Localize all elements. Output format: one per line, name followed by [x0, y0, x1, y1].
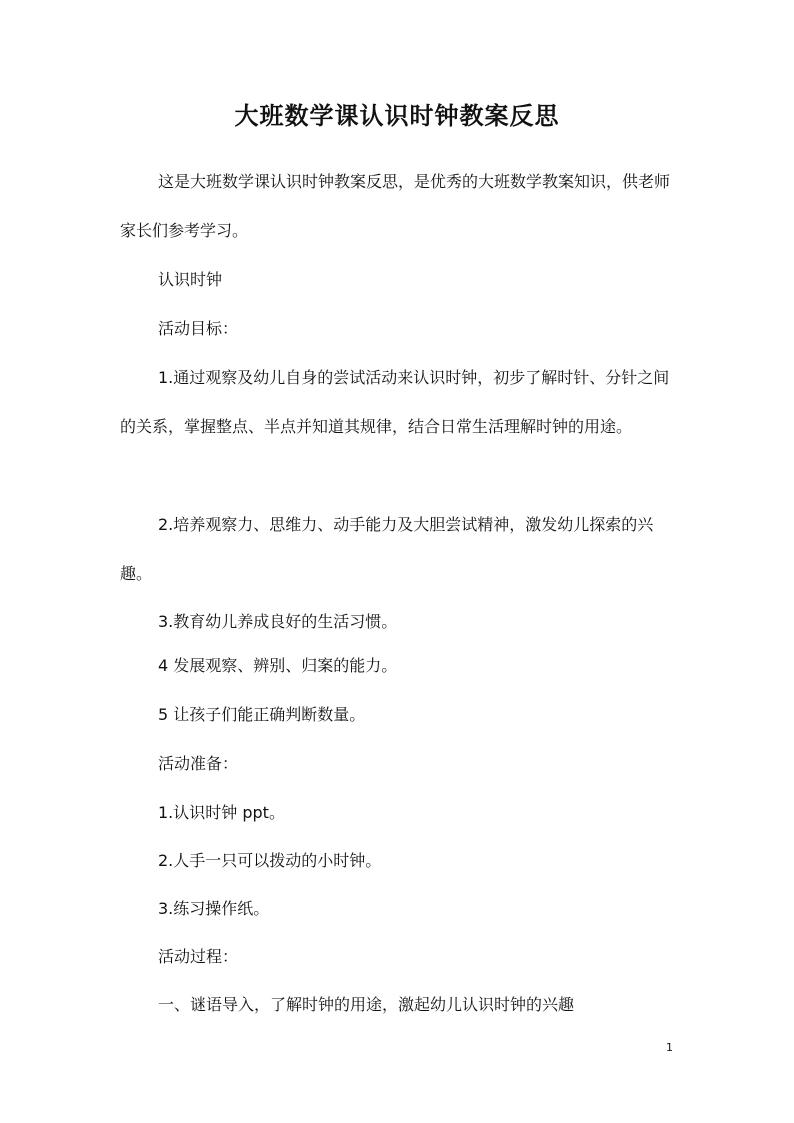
page-number: 1 [666, 1041, 673, 1054]
paragraph-process-heading: 活动过程： [158, 947, 239, 966]
paragraph-goals-heading: 活动目标： [158, 319, 239, 338]
paragraph-goal-2: 2.培养观察力、思维力、动手能力及大胆尝试精神，激发幼儿探索的兴趣。 [120, 515, 654, 583]
paragraph-prep-3: 3.练习操作纸。 [158, 899, 270, 918]
paragraph-goal-5: 5 让孩子们能正确判断数量。 [158, 705, 366, 724]
paragraph-goal-3: 3.教育幼儿养成良好的生活习惯。 [158, 612, 398, 631]
paragraph-prep-2: 2.人手一只可以拨动的小时钟。 [158, 851, 382, 870]
paragraph-intro: 这是大班数学课认识时钟教案反思，是优秀的大班数学教案知识，供老师家长们参考学习。 [120, 172, 671, 240]
paragraph-prep-heading: 活动准备： [158, 754, 239, 773]
paragraph-subject: 认识时钟 [158, 270, 223, 289]
paragraph-goal-1: 1.通过观察及幼儿自身的尝试活动来认识时钟，初步了解时针、分针之间的关系，掌握整点、半点并知道其规律，结合日常生活理解时钟的用途。 [120, 368, 670, 436]
paragraph-goal-4: 4 发展观察、辨别、归案的能力。 [158, 656, 398, 675]
paragraph-process-step-1: 一、谜语导入，了解时钟的用途，激起幼儿认识时钟的兴趣 [158, 995, 575, 1014]
document-title: 大班数学课认识时钟教案反思 [234, 101, 560, 130]
paragraph-prep-1: 1.认识时钟 ppt。 [158, 803, 285, 822]
